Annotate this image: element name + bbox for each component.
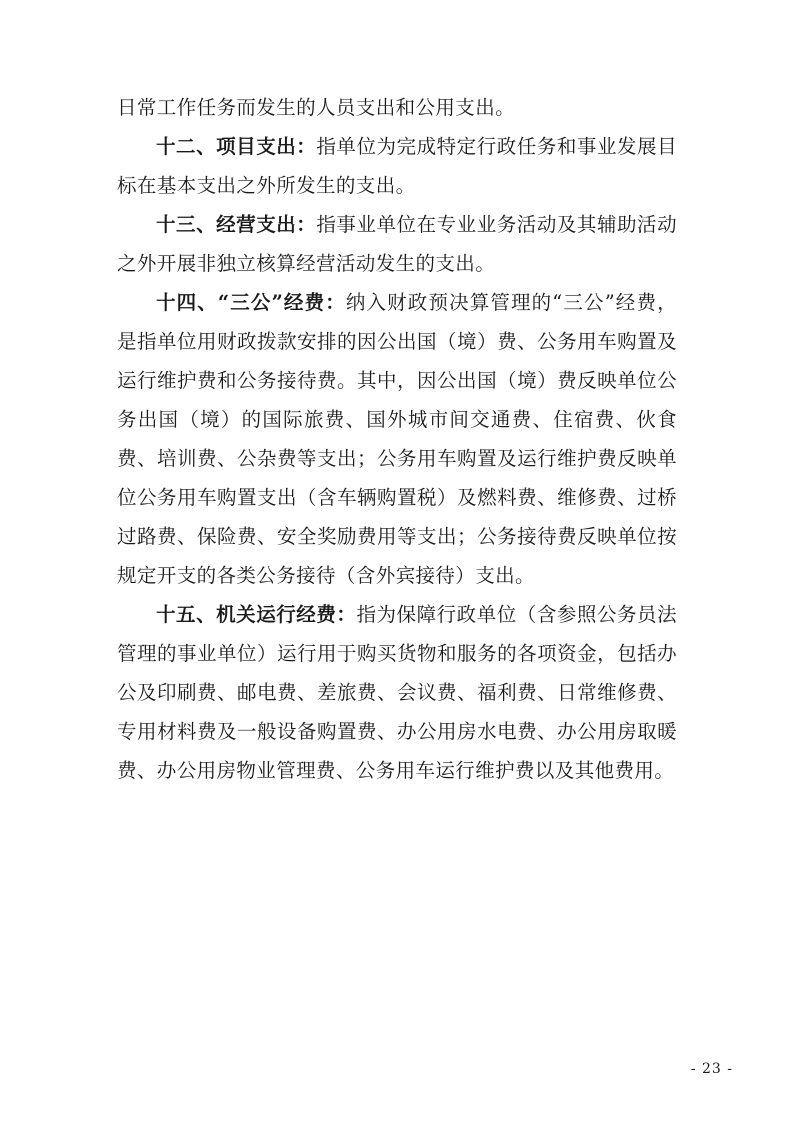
paragraph-text: 指为保障行政单位（含参照公务员法管理的事业单位）运行用于购买货物和服务的各项资金，包括办公及印刷费、邮电费、差旅费、会议费、福利费、日常维修费、专用材料费及一般设备购置费、办公用房水电费、办公用房取暖费、办公用房物业管理费、公务用车运行维护费以及其他费用。 [117, 603, 677, 782]
paragraph-lead: 十四、“三公”经费： [156, 291, 346, 314]
paragraph-text: 纳入财政预决算管理的“三公”经费，是指单位用财政拨款安排的因公出国（境）费、公务用车购置及运行维护费和公务接待费。其中，因公出国（境）费反映单位公务出国（境）的国际旅费、国外城市间交通费、住宿费、伙食费、培训费、公杂费等支出；公务用车购置及运行维护费反映单位公务用车购置支出（含车辆购置税）及燃料费、维修费、过桥过路费、保险费、安全奖励费用等支出；公务接待费反映单位按规定开支的各类公务接待（含外宾接待）支出。 [117, 291, 677, 587]
paragraph-lead: 十五、机关运行经费： [156, 603, 357, 626]
paragraph-lead: 十三、经营支出： [156, 213, 317, 236]
paragraph-lead: 十二、项目支出： [156, 135, 317, 158]
paragraph-item-14 [117, 283, 677, 595]
paragraph-continuation [117, 88, 677, 127]
paragraph-text: 指单位为完成特定行政任务和事业发展目标在基本支出之外所发生的支出。 [117, 135, 678, 197]
paragraph-text: 指事业单位在专业业务活动及其辅助活动之外开展非独立核算经营活动发生的支出。 [117, 213, 678, 275]
paragraph-item-13 [117, 205, 677, 283]
page-number: - 23 - [690, 1061, 733, 1077]
paragraph-text: 日常工作任务而发生的人员支出和公用支出。 [117, 96, 516, 119]
paragraph-item-15 [117, 595, 677, 790]
document-body [117, 88, 677, 790]
paragraph-item-12 [117, 127, 677, 205]
